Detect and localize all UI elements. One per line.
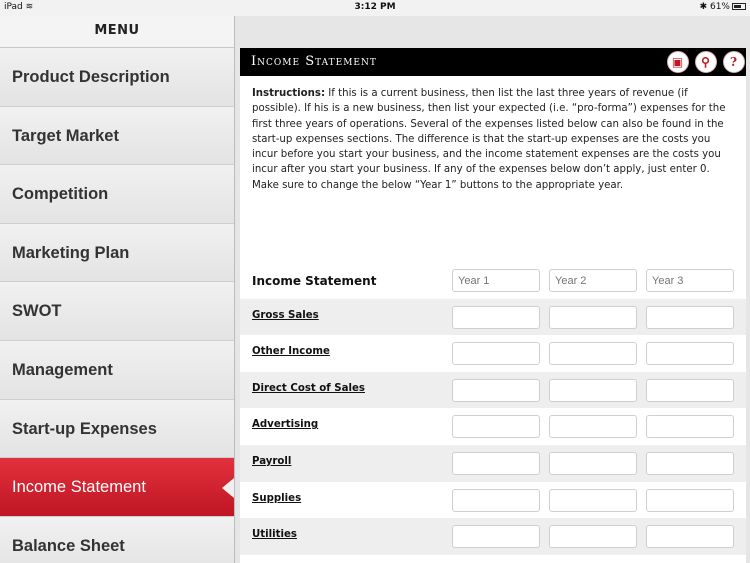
sidebar [0, 16, 235, 563]
row-label[interactable]: Utilities [252, 529, 297, 541]
panel-title [240, 48, 746, 76]
row-label[interactable]: Other Income [252, 346, 330, 358]
battery-indicator: ✱ 61% [700, 2, 746, 12]
amount-field-year-1[interactable] [452, 342, 540, 365]
year-3-field[interactable] [646, 269, 734, 292]
amount-field-year-1[interactable] [452, 452, 540, 475]
row-label[interactable]: Direct Cost of Sales [252, 382, 365, 394]
search-icon[interactable]: ⚲ [695, 51, 717, 73]
row-label[interactable]: Supplies [252, 492, 302, 504]
battery-icon [732, 3, 746, 10]
amount-field-year-2[interactable] [549, 525, 637, 548]
amount-field-year-3[interactable] [646, 489, 734, 512]
clock: 3:12 PM [354, 2, 396, 12]
year-2-field[interactable] [549, 269, 637, 292]
status-bar [0, 0, 750, 16]
device-label: iPad ≋ [4, 2, 34, 12]
table-row [240, 408, 746, 445]
amount-field-year-3[interactable] [646, 415, 734, 438]
amount-field-year-2[interactable] [549, 489, 637, 512]
instructions-text: If this is a current business, then list the last three years of revenue (if possible). If his is a new business, then list your expected (i.e. “pro-forma”) expenses for the first three years of operations. Several of the expenses listed below can also be found in the start-up expenses sections. The difference is that the start-up expenses are the costs you incur before you start your business, and the income statement expenses are the costs you incur after you start your business. If any of the expenses below don’t apply, just enter 0. Make sure to change the below “Year 1” buttons to the appropriate year. [252, 88, 726, 191]
sidebar-item-balance-sheet[interactable]: Balance Sheet [0, 517, 234, 563]
income-table [240, 262, 746, 555]
instructions-label: Instructions: [252, 88, 326, 99]
sidebar-item-management[interactable]: Management [0, 341, 234, 400]
sidebar-item-income-statement[interactable]: Income Statement [0, 458, 234, 517]
sidebar-item-start-up-expenses[interactable]: Start-up Expenses [0, 400, 234, 459]
sidebar-item-target-market[interactable]: Target Market [0, 107, 234, 166]
table-header-label: Income Statement [252, 274, 377, 288]
panel-title-text: Income Statement [251, 54, 377, 69]
help-icon[interactable]: ? [723, 51, 745, 73]
sidebar-item-swot[interactable]: SWOT [0, 282, 234, 341]
save-icon[interactable]: ▣ [667, 51, 689, 73]
amount-field-year-1[interactable] [452, 525, 540, 548]
amount-field-year-3[interactable] [646, 525, 734, 548]
sidebar-item-competition[interactable]: Competition [0, 165, 234, 224]
amount-field-year-1[interactable] [452, 379, 540, 402]
year-1-field[interactable] [452, 269, 540, 292]
amount-field-year-3[interactable] [646, 379, 734, 402]
table-row [240, 482, 746, 519]
amount-field-year-1[interactable] [452, 306, 540, 329]
amount-field-year-3[interactable] [646, 306, 734, 329]
amount-field-year-2[interactable] [549, 452, 637, 475]
table-row [240, 445, 746, 482]
instructions [240, 76, 746, 290]
row-label[interactable]: Advertising [252, 419, 319, 431]
row-label[interactable]: Payroll [252, 455, 292, 467]
amount-field-year-2[interactable] [549, 415, 637, 438]
sidebar-item-product-description[interactable]: Product Description [0, 48, 234, 107]
amount-field-year-3[interactable] [646, 452, 734, 475]
sidebar-item-marketing-plan[interactable]: Marketing Plan [0, 224, 234, 283]
table-row [240, 518, 746, 555]
table-header-row [240, 262, 746, 299]
amount-field-year-3[interactable] [646, 342, 734, 365]
menu-title: MENU [0, 16, 234, 48]
table-row [240, 299, 746, 336]
income-statement-panel [240, 48, 746, 563]
amount-field-year-1[interactable] [452, 415, 540, 438]
amount-field-year-1[interactable] [452, 489, 540, 512]
row-label[interactable]: Gross Sales [252, 309, 319, 321]
amount-field-year-2[interactable] [549, 306, 637, 329]
main-content [236, 16, 750, 563]
table-row [240, 372, 746, 409]
amount-field-year-2[interactable] [549, 379, 637, 402]
table-row [240, 335, 746, 372]
amount-field-year-2[interactable] [549, 342, 637, 365]
